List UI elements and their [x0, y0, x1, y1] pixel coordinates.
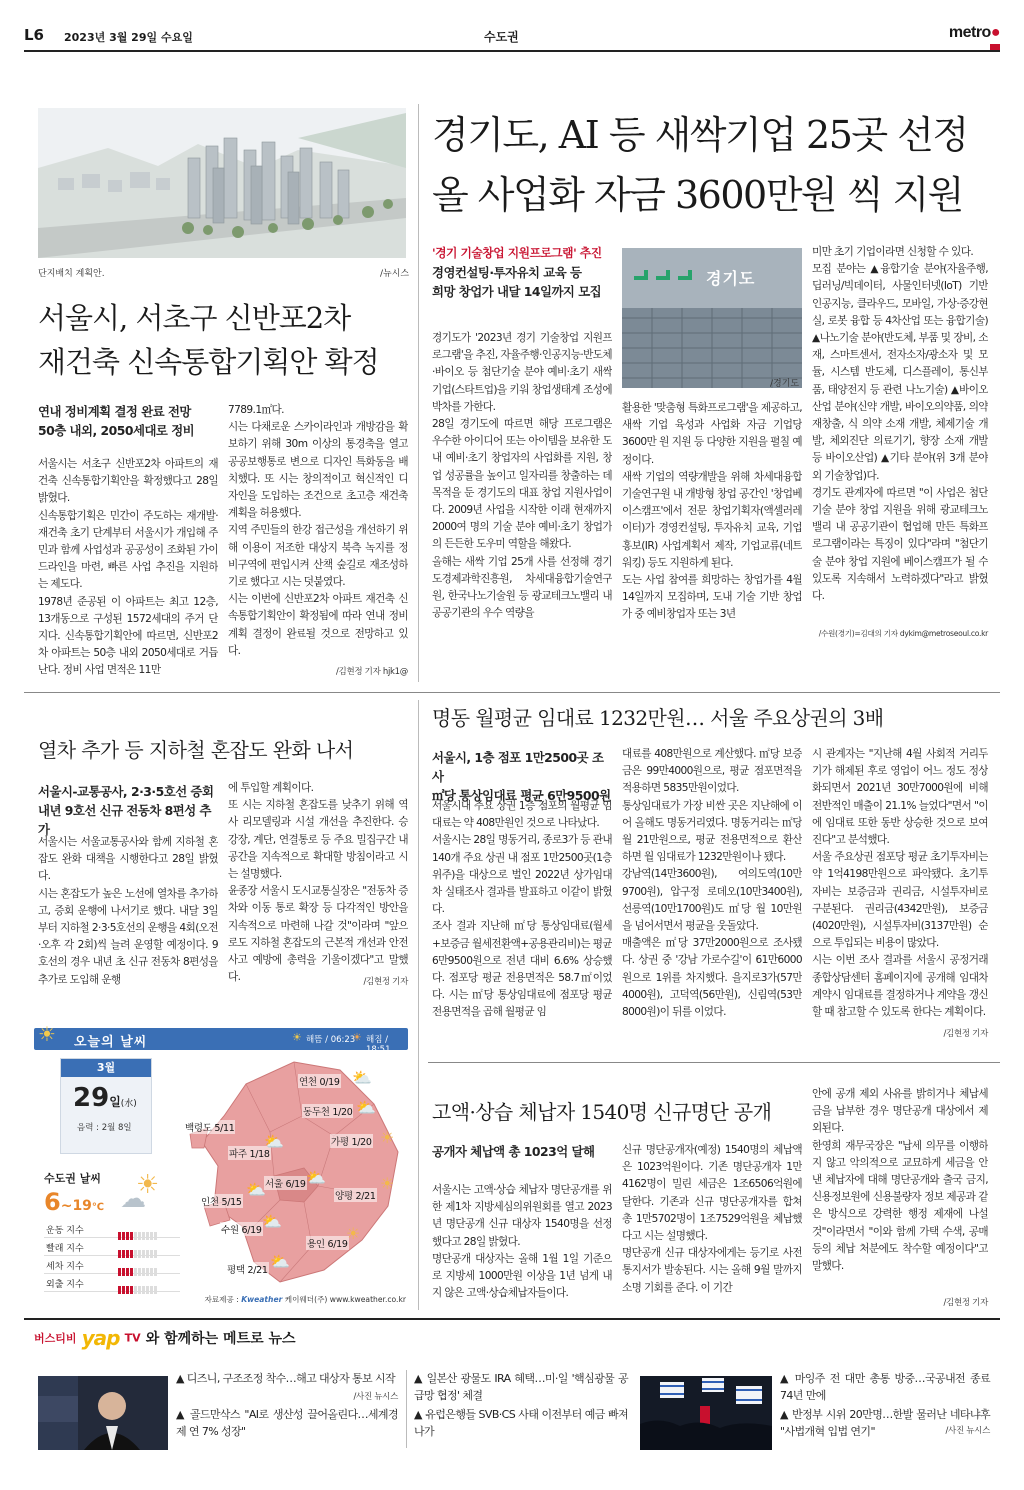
footer-news3-b[interactable]: ▲ 반정부 시위 20만명…한발 물러난 네타냐후 "사법개혁 입법 연기" — [780, 1408, 990, 1438]
weather-icon-partly-cloudy: ⛅ — [246, 1180, 266, 1199]
weather-icon-partly-cloudy: ⛅ — [356, 1098, 376, 1117]
yap-logo: yap — [81, 1326, 120, 1350]
footer-brand-prefix: 버스티비 — [34, 1332, 77, 1345]
article4-byline: /김현정 기자 — [943, 1029, 988, 1039]
region-label: 수도권 날씨 — [44, 1172, 101, 1185]
article4-headline: 명동 월평균 임대료 1232만원… 서울 주요상권의 3배 — [432, 706, 884, 730]
metro-logo: metro● — [948, 24, 1000, 41]
article4-body-col1: 서울시내 주요 상권 1층 점포의 월평균 임대료는 약 408만원인 것으로 나타났다. 서울시는 28일 명동거리, 종로3가 등 관내 140개 주요 상권 내 점포 1만2500곳(1층 위주)을 대상으로 벌인 2022년 상가임대차 실태조사 결과를 발표하고 이같이 밝혔다. 조사 결과 지난해 ㎡당 통상임대료(월세+보증금 월세전환액+공용관리비)는 평균 6만9500원으로 전년 대비 6.6% 상승했다. 점포당 평균 전용면적은 58.7㎡이었다. 시는 ㎡당 통상임대료에 점포당 평균 전용면적을 곱해 월평균 임 — [432, 800, 612, 1019]
city-yeoncheon: 연천 0/19 — [298, 1074, 341, 1088]
index-bar-segment — [134, 1286, 137, 1294]
article3-subhead-line1: 서울시-교통공사, 2·3·5호선 증회 — [38, 784, 214, 799]
footer-brand-tv: TV — [124, 1331, 141, 1345]
weather-widget — [34, 1022, 408, 1310]
weather-icon-partly-cloudy: ⛅ — [352, 1068, 372, 1087]
issue-date: 2023년 3월 29일 수요일 — [64, 31, 193, 44]
temp-high: 19 — [72, 1198, 92, 1214]
index-row — [44, 1220, 180, 1238]
index-bar-segment — [142, 1286, 145, 1294]
index-bar-segment — [126, 1286, 129, 1294]
article5-headline: 고액·상습 체납자 1540명 신규명단 공개 — [432, 1100, 772, 1124]
sunrise-time: 해뜸 / 06:23 — [306, 1035, 356, 1045]
date-panel — [60, 1058, 152, 1154]
city-pyeongtaek: 평택 2/21 — [226, 1262, 269, 1276]
weather-icon-sunny: ☀ — [380, 1128, 395, 1147]
city-paju: 파주 1/18 — [228, 1146, 271, 1160]
article2-byline: /수원(경기)=김대의 기자 dykim@metroseoul.co.kr — [818, 629, 988, 638]
weather-icon-partly-cloudy: ⛅ — [270, 1252, 290, 1271]
region-weather-icon — [118, 1170, 174, 1214]
index-label: 운동 지수 — [46, 1226, 84, 1236]
image-credit: /경기도 — [770, 379, 800, 389]
weather-icon-sunny: ☀ — [346, 1224, 361, 1243]
index-bar-segment — [150, 1286, 153, 1294]
credit-text: 케이웨더(주) www.kweather.co.kr — [284, 1295, 406, 1304]
region-temp — [44, 1188, 104, 1216]
footer-brand — [34, 1326, 296, 1350]
article2-kicker: '경기 기술창업 지원프로그램' 추진 — [432, 246, 602, 260]
weather-icon-partly-cloudy: ⛅ — [306, 1168, 326, 1187]
city-baengnyeongdo: 백령도 5/11 — [184, 1120, 235, 1134]
column-divider — [418, 700, 419, 1310]
footer-news1-b[interactable]: ▲ 골드만삭스 "AI로 생산성 끌어올린다…세계경제 연 7% 성장" — [176, 1408, 398, 1438]
city-yangpyeong: 양평 2/21 — [334, 1188, 377, 1202]
city-suwon: 수원 6/19 — [220, 1222, 263, 1236]
city-incheon: 인천 5/15 — [200, 1194, 243, 1208]
index-bar-segment — [130, 1286, 133, 1294]
day-value: 29 — [73, 1083, 110, 1113]
building-sign-text: 경기도 — [706, 269, 756, 288]
day-number — [73, 1083, 137, 1113]
section-divider — [428, 1062, 1000, 1063]
footer-news2-b[interactable]: ▲ 유럽은행들 SVB·CS 사태 이전부터 예금 빠져나가 — [414, 1408, 628, 1438]
image-credit: /뉴시스 — [380, 269, 410, 279]
index-row — [44, 1274, 180, 1292]
city-gapyeong: 가평 1/20 — [330, 1134, 373, 1148]
temp-unit: ℃ — [91, 1202, 105, 1213]
index-row — [44, 1256, 180, 1274]
gyeonggi-building-image — [622, 248, 802, 388]
sunrise-icon: ☀ — [292, 1031, 302, 1044]
index-bar-segment — [118, 1286, 121, 1294]
index-bar-segment — [146, 1286, 149, 1294]
footer-title: 와 함께하는 메트로 뉴스 — [145, 1331, 296, 1347]
footer-news2-a[interactable]: ▲ 일본산 광물도 IRA 혜택…미·일 '핵심광물 공급망 협정' 체결 — [414, 1372, 628, 1402]
index-label: 외출 지수 — [46, 1280, 84, 1290]
page-number: L6 — [24, 26, 44, 44]
weather-icon-partly-cloudy: ⛅ — [262, 1212, 282, 1231]
article3-body-col1: 서울시는 서울교통공사와 함께 지하철 혼잡도 완화 대책을 시행한다고 28일 밝혔다. 시는 혼잡도가 높은 노선에 열차를 추가하고, 증회 운행에 나서기로 했다. 내달 3일부터 지하철 2·3·5호선의 운행을 4회(오전·오후 각 2회)씩 늘려 운영할 예정이다. 9호선의 경우 내년 초 신규 전동차 8편성을 추가로 도입해 운행 — [38, 836, 218, 986]
article1-body-col2: 7789.1㎡다. 시는 다채로운 스카이라인과 개방감을 확보하기 위해 30m 이상의 통경축을 열고 공공보행통로 변으로 디자인 특화동을 배치했다. 또 시는 창의적이고 혁신적인 디자인을 도입하는 조건으로 초고층 재건축 계획을 허용했다. 지역 주민들의 한강 접근성을 개선하기 위해 이용이 저조한 대상지 북측 녹지를 정비구역에 편입시켜 산책 숲길로 재조성하기로 했다고 시는 덧붙였다. 시는 이번에 신반포2차 아파트 재건축 신속통합기획안이 확정됨에 따라 연내 정비계획 결정이 완료될 것으로 전망하고 있다. — [228, 404, 408, 657]
temp-sep: ~ — [60, 1198, 73, 1214]
index-bar-segment — [138, 1286, 141, 1294]
article3-subhead — [38, 782, 218, 839]
complex-rendering-image — [38, 108, 406, 258]
lunar-date: 음력 : 2월 8일 — [77, 1123, 132, 1133]
weekday: (水) — [120, 1099, 137, 1109]
article5-body-col2: 신규 명단공개자(예정) 1540명의 체납액은 1023억원이다. 기존 명단공개자 1만4162명이 밀린 세금은 1조6506억원에 달한다. 기존과 신규 명단공개자를 합쳐 총 1만5702명이 1조7529억원을 체납했다고 시는 설명했다. 명단공개 신규 대상자에게는 등기로 사전 통지서가 발송된다. 시는 올해 9월 말까지 소명 기회를 준다. 이 기간 — [622, 1144, 802, 1294]
weather-map — [184, 1056, 406, 1292]
city-yongin: 용인 6/19 — [306, 1236, 349, 1250]
article1-byline: /김현정 기자 hjk1@ — [335, 667, 408, 677]
index-bar-segment — [154, 1286, 157, 1294]
article3-headline: 열차 추가 등 지하철 혼잡도 완화 나서 — [38, 738, 354, 762]
sunset-icon: ☀ — [352, 1031, 362, 1044]
article1-headline-line2: 재건축 신속통합기획안 확정 — [38, 345, 379, 379]
index-bars — [118, 1279, 158, 1298]
article5-body-col3: 안에 공개 제외 사유를 밝히거나 체납세금을 납부한 경우 명단공개 대상에서 제외된다. 한영희 재무국장은 "납세 의무를 이행하지 않고 악의적으로 교묘하게 세금을 안 낸 체납자에 대해 명단공개와 출국 금지, 신용정보원에 신용불량자 정보 제공과 같은 방식으로 강력한 행정 제재에 나설 것"이라면서 "이와 함께 가택 수색, 공매 등의 체납 처분에도 착수할 예정이다"고 말했다. — [812, 1088, 988, 1273]
month-tab: 3월 — [61, 1059, 151, 1077]
article5-byline: /김현정 기자 — [943, 1298, 988, 1308]
article2-subhead-line2: 희망 창업가 내달 14일까지 모집 — [432, 284, 602, 299]
image-caption: 단지배치 계획안. — [38, 269, 105, 279]
apartment-rendering-illustration — [38, 108, 406, 258]
footer-news3-a[interactable]: ▲ 마잉주 전 대만 총통 방중…국공내전 종료 74년 만에 — [780, 1372, 990, 1402]
column-divider — [418, 104, 419, 682]
city-dongducheon: 동두천 1/20 — [302, 1104, 353, 1118]
weather-sun-icon: ☀ — [38, 1022, 56, 1046]
article5-body-col1: 서울시는 고액·상습 체납자 명단공개를 위한 제1차 지방세심의위원회를 열고 2023년 명단공개 신규 대상자 1540명을 선정했다고 28일 밝혔다. 명단공개 대상자는 올해 1월 1일 기준으로 지방세 1000만원 이상을 1년 넘게 내지 않은 고액·상습체납자들이다. — [432, 1184, 612, 1300]
weather-header-bar — [34, 1022, 408, 1055]
article2-subhead — [432, 244, 612, 301]
footer-rule — [24, 1318, 1000, 1320]
protest-crowd-photo — [640, 1376, 772, 1450]
disney-ceo-photo — [38, 1376, 168, 1450]
index-label: 세차 지수 — [46, 1262, 84, 1272]
section-name: 수도권 — [484, 30, 519, 44]
article5-subhead: 공개자 체납액 총 1023억 달해 — [432, 1144, 595, 1159]
section-divider — [24, 692, 1000, 693]
index-label: 빨래 지수 — [46, 1244, 84, 1254]
article2-body-col2: 활용한 '맞춤형 특화프로그램'을 제공하고, 새싹 기업 육성과 사업화 자금 기업당 3600만 원 지원 등 다양한 지원을 펼칠 예정이다. 새싹 기업의 역량개발을 위해 차세대융합기술연구원 내 개방형 창업 공간인 '창업베이스캠프'에서 전문 창업기획자(액셀러레이터)가 경영컨설팅, 투자유치 교육, 기업홍보(IR) 사업계획서 제작, 기업교류(네트워킹) 등도 지원하게 된다. 도는 사업 참여를 희망하는 창업가를 4월 14일까지 모집하며, 도내 기술 기반 창업가 중 예비창업자 또는 3년 — [622, 402, 802, 621]
article1-body-col1: 서울시는 서초구 신반포2차 아파트의 재건축 신속통합기획안을 확정했다고 28일 밝혔다. 신속통합기획은 민간이 주도하는 재개발·재건축 초기 단계부터 서울시가 개입해 주민과 함께 사업성과 공공성이 조화된 가이드라인을 마련, 빠른 사업 추진을 지원하는 제도다. 1978년 준공된 이 아파트는 최고 12층, 13개동으로 구성된 1572세대의 주거 단지다. 신속통합기획안에 따르면, 신반포2차 아파트는 50층 내외 2050세대로 거듭난다. 정비 사업 면적은 11만 — [38, 458, 218, 677]
sunset-time: 해짐 / 18:51 — [366, 1035, 391, 1055]
article3-byline: /김현정 기자 — [363, 977, 408, 987]
article2-body-col3: 미만 초기 기업이라면 신청할 수 있다. 모집 분야는 ▲융합기술 분야(자율주행, 딥러닝/빅데이터, 사물인터넷(IoT) 기반 인공지능, 클라우드, 모바일, 가상·증강현실, 로봇 융합 등 4차산업 또는 융합기술) ▲나노기술 분야(반도체, 부품 및 장비, 소재, 스마트센서, 전자소자/광소자 및 모듈, 시스템 반도체, 디스플레이, 통신부품, 태양전지 등 관련 나노기술) ▲바이오산업 분야(신약 개발, 바이오의약품, 의약 재창출, 식 의약 소재 개발, 체제기술 개발, 체외진단 의료기기, 향장 소재 개발 등 바이오산업) ▲기타 분야(위 3개 분야 외 기술창업)다. 경기도 관계자에 따르면 "이 사업은 첨단기술 분야 창업 지원을 위해 광교테크노밸리 내 공공기관이 협업해 만든 특화프로그램이라는 특징이 있다"라며 "첨단기술 분야 창업 지원에 베이스캠프가 될 수 있도록 지속해서 노력하겠다"라고 밝혔다. — [812, 246, 988, 603]
sun-icon: ☀ — [136, 1170, 160, 1200]
kweather-logo: Kweather — [241, 1295, 283, 1304]
article1-subhead-line1: 연내 정비계획 결정 완료 전망 — [38, 404, 191, 419]
weather-credit — [184, 1294, 406, 1305]
article1-subhead — [38, 402, 218, 440]
temp-low: 6 — [44, 1188, 61, 1216]
article3-body-col2: 에 투입할 계획이다. 또 시는 지하철 혼잡도를 낮추기 위해 역사 리모델링과 시설 개선을 추진한다. 승강장, 계단, 연결통로 등 주요 밀집구간 내 공간을 지속적으로 확대할 방침이라고 시는 설명했다. 윤종장 서울시 도시교통실장은 "전동차 증차와 이동 통로 확장 등 다각적인 방안을 지속적으로 마련해 나갈 것"이라며 "앞으로도 지하철 혼잡도의 근본적 개선과 안전사고 예방에 총력을 기울이겠다"고 말했다. — [228, 782, 408, 984]
article3-subhead-line2: 내년 9호선 신규 전동차 8편성 추가 — [38, 803, 211, 837]
column-divider — [406, 1370, 407, 1448]
article4-subhead — [432, 748, 612, 805]
gyeonggi-region-map — [184, 1056, 406, 1292]
article4-body-col2: 대료를 408만원으로 계산했다. ㎡당 보증금은 99만4000원으로, 평균 점포면적을 적용하면 5835만원이었다. 통상임대료가 가장 비싼 곳은 지난해에 이어 올해도 명동거리였다. 명동거리는 ㎡당 월 21만원으로, 평균 전용면적으로 환산하면 월 임대료가 1232만원이나 됐다. 강남역(14만3600원), 여의도역(10만9700원), 압구정 로데오(10만3400원), 선릉역(10만1700원)도 ㎡당 월 10만원을 넘어서면서 평균을 웃돌았다. 매출액은 ㎡당 37만2000원으로 조사됐다. 상권 중 '강남 가로수길'이 61만6000원으로 1위를 차지했다. 을지로3가(57만4000원), 고덕역(56만원), 신림역(53만8000원)이 뒤를 이었다. — [622, 748, 802, 1019]
article2-body-col1: 경기도가 '2023년 경기 기술창업 지원프로그램'을 추진, 자율주행·인공지능·반도체·바이오 등 첨단기술 분야 예비·초기 새싹 기업(스타트업)을 키워 창업생태계 조성에 박차를 가한다. 28일 경기도에 따르면 해당 프로그램은 우수한 아이디어 또는 아이템을 보유한 도내 예비·초기 창업자의 사업화를 지원, 창업 성공률을 높이고 일자리를 창출하는 데 목적을 둔 경기도의 대표 창업 지원사업이다. 2009년 사업을 시작한 이래 현재까지 2000여 명의 기술 분야 예비·초기 창업가의 든든한 도우미 역할을 해왔다. 올해는 새싹 기업 25개 사를 선정해 경기도경제과학진흥원, 차세대융합기술연구원, 한국나노기술원 등 광교테크노밸리 내 공공기관의 우수 역량을 — [432, 332, 612, 620]
footer-news1-credit: /사진 뉴시스 — [353, 1392, 398, 1402]
credit-prefix: 자료제공 : — [204, 1295, 239, 1304]
article1-headline-line1: 서울시, 서초구 신반포2차 — [38, 301, 351, 335]
header-accent — [990, 44, 1000, 50]
israel-protest-photo — [640, 1376, 772, 1450]
weather-icon-partly-cloudy: ⛅ — [264, 1132, 284, 1151]
footer-news3-credit: /사진 뉴시스 — [945, 1426, 990, 1436]
city-seoul: 서울 6/19 — [264, 1176, 307, 1190]
person-portrait-photo — [38, 1376, 168, 1450]
article2-headline-line1: 경기도, AI 등 새싹기업 25곳 선정 — [432, 113, 968, 157]
day-unit: 일 — [109, 1095, 121, 1109]
cloud-icon: ☁ — [120, 1184, 146, 1214]
footer-news1-a[interactable]: ▲ 디즈니, 구조조정 착수…해고 대상자 통보 시작 — [176, 1372, 396, 1385]
article4-subhead-line2: ㎡당 통상임대료 평균 6만9500원 — [432, 788, 611, 803]
index-bar-segment — [122, 1286, 125, 1294]
article4-body-col3: 시 관계자는 "지난해 4월 사회적 거리두기가 해제된 후로 영업이 어느 정도 정상화되면서 2021년 30만7000원에 비해 전반적인 매출이 21.1% 늘었다"면서 "이에 임대료 또한 동반 상승한 것으로 보여진다"고 분석했다. 서울 주요상권 점포당 평균 초기투자비는 약 1억4198만원으로 파악됐다. 초기투자비는 보증금과 권리금, 시설투자비로 구분된다. 권리금(4342만원), 보증금(4020만원), 시설투자비(3137만원) 순으로 투입되는 비용이 많았다. 시는 이번 조사 결과를 서울시 공정거래종합상담센터 홈페이지에 공개해 임대차 계약시 임대료를 결정하거나 계약을 갱신할 때 참고할 수 있도록 한다는 계획이다. — [812, 748, 988, 1019]
article4-subhead-line1: 서울시, 1층 점포 1만2500곳 조사 — [432, 750, 604, 784]
weather-icon-sunny: ☀ — [380, 1174, 395, 1193]
article2-subhead-line1: 경영컨설팅·투자유치 교육 등 — [432, 265, 582, 280]
index-row — [44, 1238, 180, 1256]
weather-title: 오늘의 날씨 — [74, 1035, 148, 1050]
article2-headline-line2: 올 사업화 자금 3600만원 씩 지원 — [432, 173, 963, 217]
page-header — [24, 12, 1000, 48]
article1-subhead-line2: 50층 내외, 2050세대로 정비 — [38, 423, 195, 438]
header-rule — [24, 50, 1000, 52]
